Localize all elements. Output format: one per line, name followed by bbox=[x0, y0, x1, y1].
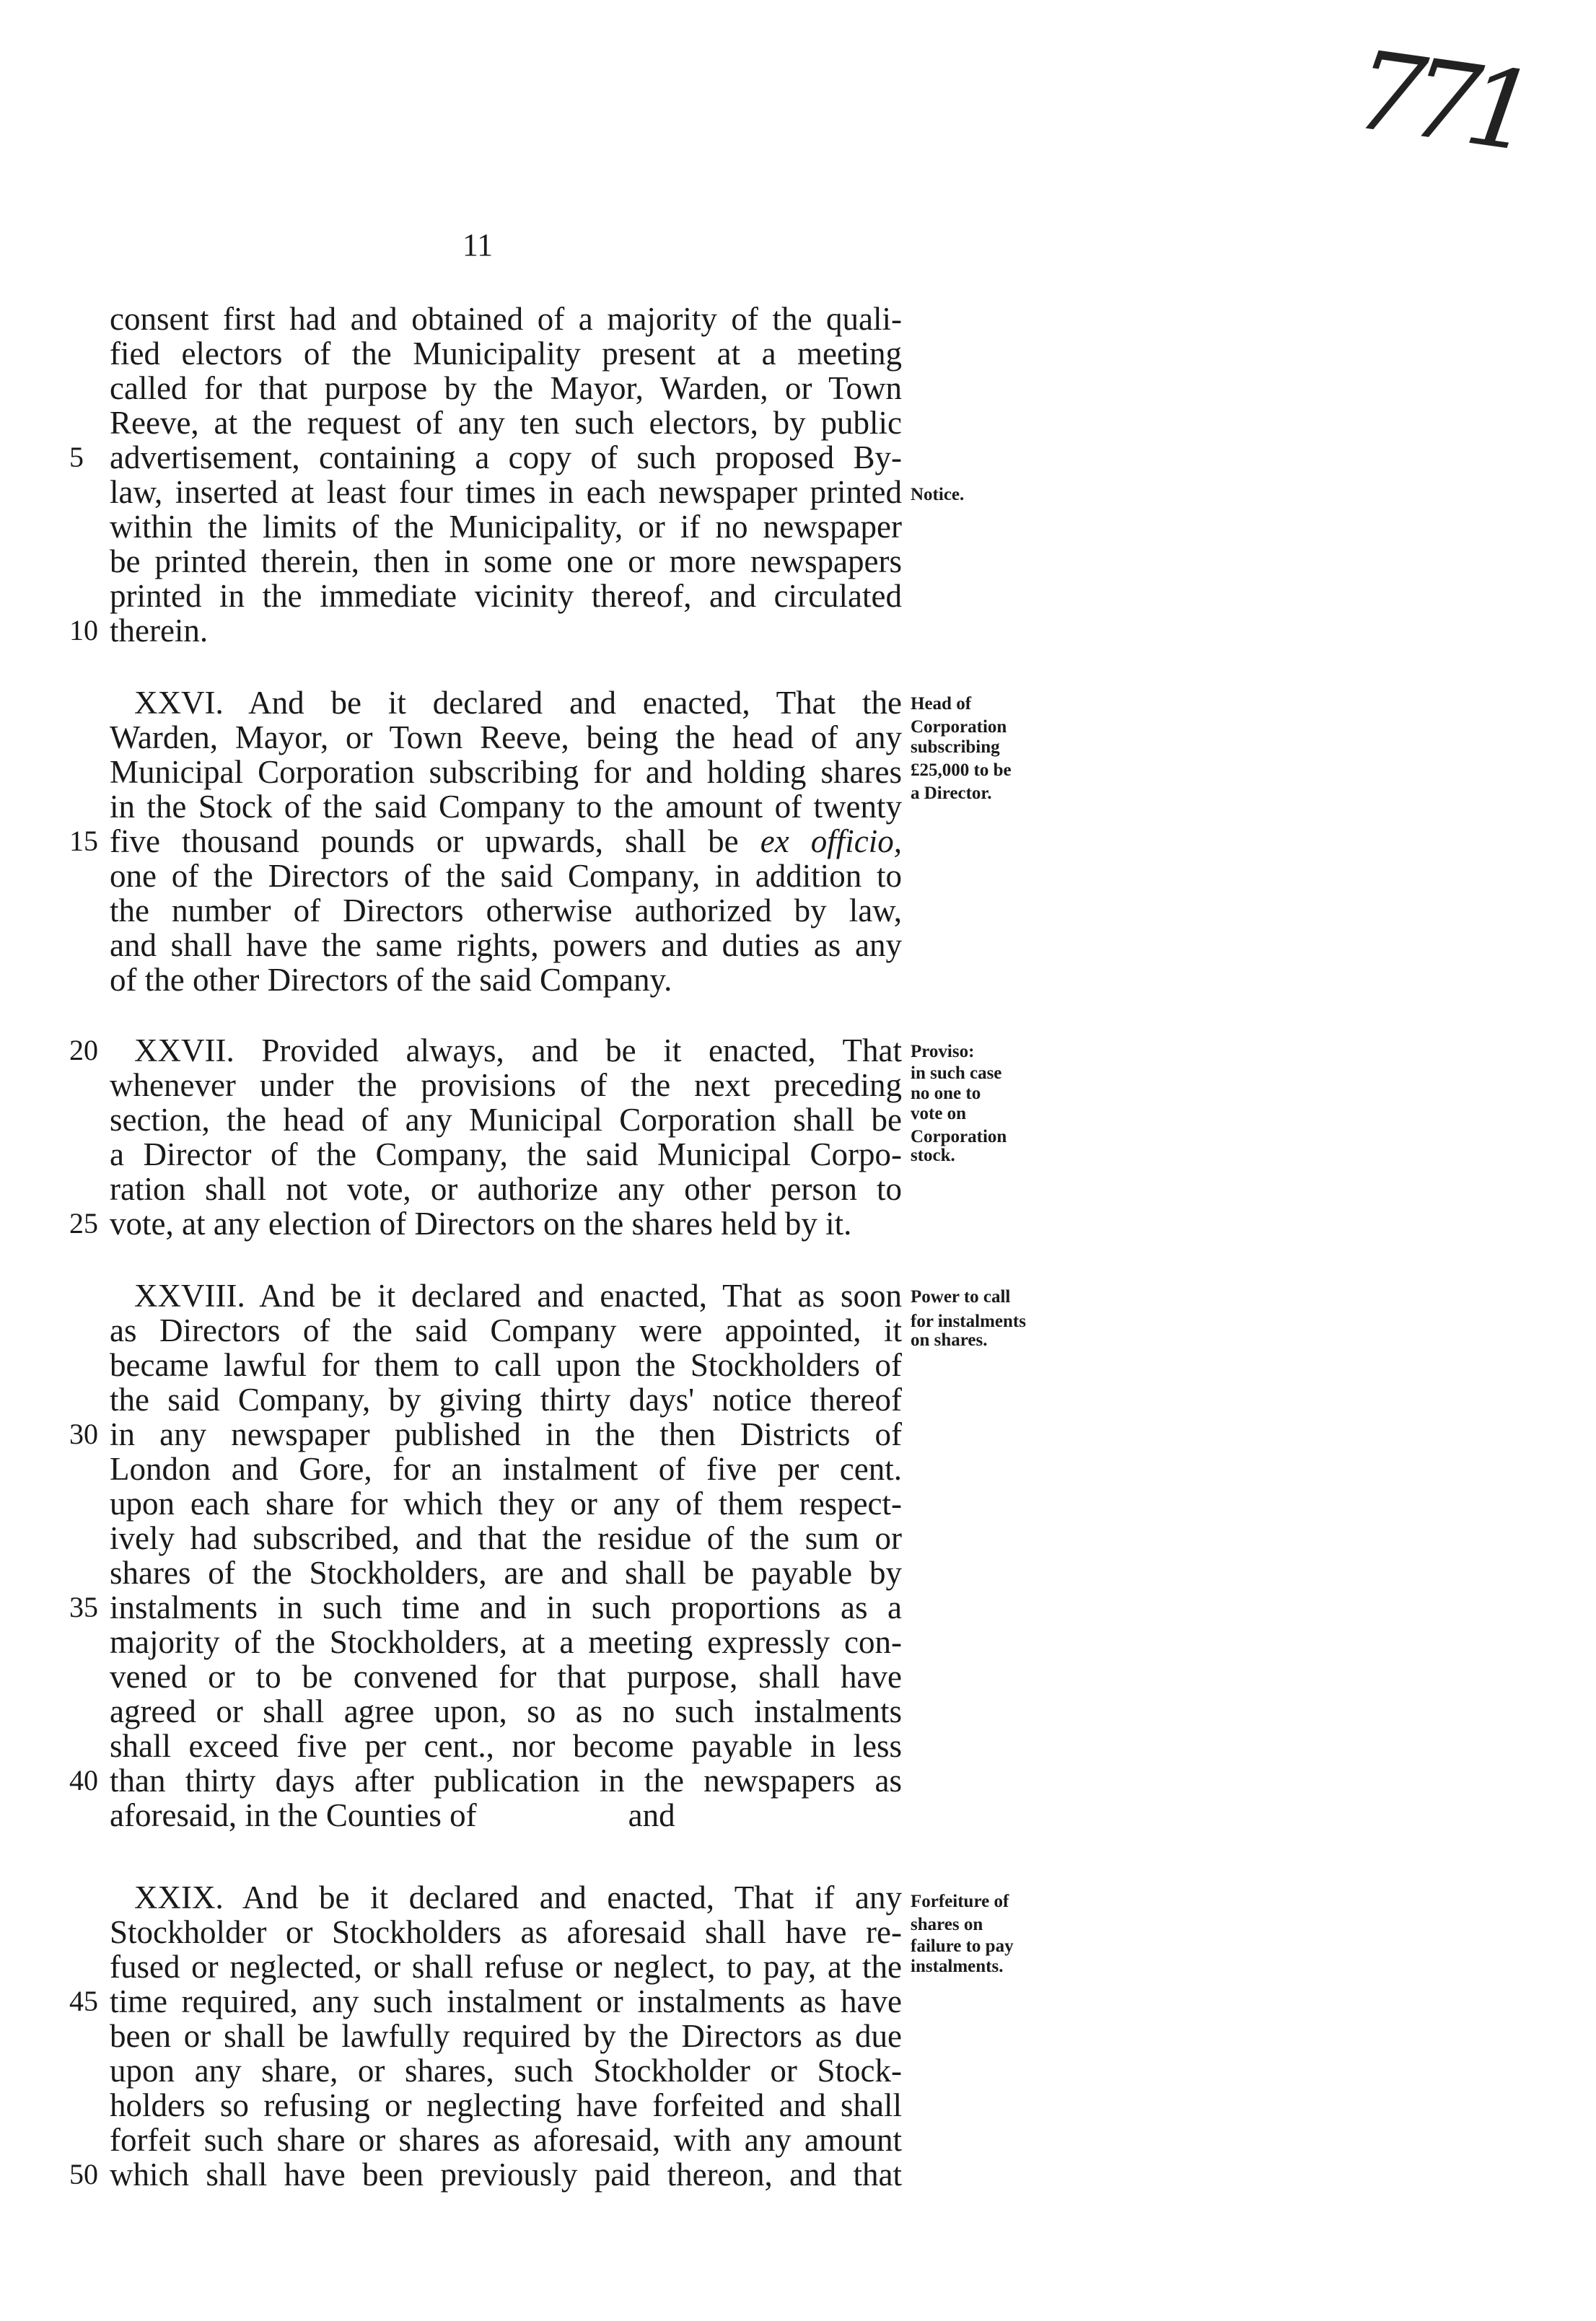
text-line: instalments in such time and in such proportions as a bbox=[110, 1589, 902, 1625]
margin-note-line: in such case bbox=[911, 1063, 1002, 1083]
text-line: upon each share for which they or any of them respect- bbox=[110, 1486, 902, 1522]
text-run: aforesaid, in the Counties of bbox=[110, 1797, 477, 1833]
line-number: 35 bbox=[69, 1591, 98, 1623]
text-line: within the limits of the Municipality, or if no newspaper bbox=[110, 509, 902, 545]
text-line: consent first had and obtained of a majority of the quali- bbox=[110, 301, 902, 337]
line-number: 40 bbox=[69, 1764, 98, 1796]
margin-note-line: shares on bbox=[911, 1915, 983, 1934]
text-line: in the Stock of the said Company to the amount of twenty bbox=[110, 789, 902, 825]
text-line: majority of the Stockholders, at a meeting expressly con- bbox=[110, 1624, 902, 1660]
handwritten-folio-number: 771 bbox=[1347, 27, 1531, 175]
text-run: five thousand pounds or upwards, shall be bbox=[110, 823, 739, 859]
text-line: London and Gore, for an instalment of five per cent. bbox=[110, 1451, 902, 1487]
text-line: called for that purpose by the Mayor, Warden, or Town bbox=[110, 370, 902, 406]
text-line: as Directors of the said Company were appointed, it bbox=[110, 1312, 902, 1348]
margin-note-line: a Director. bbox=[911, 784, 992, 803]
text-line: of the other Directors of the said Company. bbox=[110, 962, 672, 998]
margin-note-line: Head of bbox=[911, 694, 972, 714]
text-line: and shall have the same rights, powers and duties as any bbox=[110, 927, 902, 963]
section-heading-line: XXIX. And be it declared and enacted, That if any bbox=[134, 1879, 902, 1916]
text-line: ration shall not vote, or authorize any other person to bbox=[110, 1171, 902, 1207]
text-line: the number of Directors otherwise authorized by law, bbox=[110, 892, 902, 929]
margin-note-line: failure to pay bbox=[911, 1936, 1014, 1956]
text-line: fused or neglected, or shall refuse or neglect, to pay, at the bbox=[110, 1949, 902, 1985]
text-line: upon any share, or shares, such Stockholder or Stock- bbox=[110, 2053, 902, 2089]
text-line: forfeit such share or shares as aforesaid, with any amount bbox=[110, 2122, 902, 2158]
text-line: holders so refusing or neglecting have forfeited and shall bbox=[110, 2087, 902, 2123]
text-line: Reeve, at the request of any ten such electors, by public bbox=[110, 405, 902, 441]
line-number: 45 bbox=[69, 1985, 98, 2017]
text-line: one of the Directors of the said Company, in addition to bbox=[110, 858, 902, 894]
text-line: the said Company, by giving thirty days' notice thereof bbox=[110, 1382, 902, 1418]
margin-note-line: Power to call bbox=[911, 1287, 1011, 1307]
text-line: time required, any such instalment or instalments as have bbox=[110, 1983, 902, 2019]
text-line: Municipal Corporation subscribing for and holding shares bbox=[110, 754, 902, 790]
line-number: 5 bbox=[69, 441, 84, 473]
text-line: agreed or shall agree upon, so as no such instalments bbox=[110, 1693, 902, 1729]
text-line: been or shall be lawfully required by the Directors as due bbox=[110, 2018, 902, 2054]
text-line: section, the head of any Municipal Corporation shall be bbox=[110, 1102, 902, 1138]
text-line: Stockholder or Stockholders as aforesaid shall have re- bbox=[110, 1914, 902, 1950]
text-line bbox=[110, 824, 902, 859]
margin-note-line: Corporation bbox=[911, 717, 1007, 737]
line-number: 10 bbox=[69, 614, 98, 646]
margin-note-line: subscribing bbox=[911, 737, 1000, 757]
line-number: 25 bbox=[69, 1207, 98, 1240]
text-line: Warden, Mayor, or Town Reeve, being the head of any bbox=[110, 719, 902, 755]
text-line: vened or to be convened for that purpose, shall have bbox=[110, 1659, 902, 1695]
italic-phrase: ex officio, bbox=[760, 823, 902, 859]
margin-note-line: on shares. bbox=[911, 1330, 988, 1350]
line-number: 50 bbox=[69, 2158, 98, 2190]
margin-note-notice: Notice. bbox=[911, 485, 965, 504]
margin-note-line: Forfeiture of bbox=[911, 1892, 1009, 1911]
margin-note-line: £25,000 to be bbox=[911, 760, 1012, 780]
margin-note-line: instalments. bbox=[911, 1957, 1004, 1976]
section-heading-line: XXVII. Provided always, and be it enacted, That bbox=[134, 1032, 902, 1069]
line-number: 20 bbox=[69, 1034, 98, 1066]
margin-note-line: no one to bbox=[911, 1084, 981, 1103]
text-line: therein. bbox=[110, 613, 209, 649]
margin-note-line: vote on bbox=[911, 1104, 967, 1123]
text-line: became lawful for them to call upon the Stockholders of bbox=[110, 1347, 902, 1383]
text-line: shares of the Stockholders, are and shall be payable by bbox=[110, 1555, 902, 1591]
text-line: law, inserted at least four times in each newspaper printed bbox=[110, 474, 902, 510]
text-line: shall exceed five per cent., nor become payable in less bbox=[110, 1728, 902, 1764]
page-number: 11 bbox=[462, 227, 494, 263]
section-heading-line: XXVIII. And be it declared and enacted, That as soon bbox=[134, 1278, 902, 1314]
text-line: ively had subscribed, and that the residue of the sum or bbox=[110, 1520, 902, 1556]
margin-note-line: stock. bbox=[911, 1146, 955, 1165]
text-line bbox=[110, 1798, 902, 1833]
text-line: printed in the immediate vicinity thereof, and circulated bbox=[110, 578, 902, 614]
text-line: a Director of the Company, the said Municipal Corpo- bbox=[110, 1136, 902, 1172]
text-line: fied electors of the Municipality present at a meeting bbox=[110, 335, 902, 372]
text-line: which shall have been previously paid thereon, and that bbox=[110, 2157, 902, 2193]
margin-note-line: for instalments bbox=[911, 1312, 1026, 1331]
text-run: and bbox=[628, 1797, 675, 1833]
text-line: be printed therein, then in some one or more newspapers bbox=[110, 543, 902, 579]
text-line: in any newspaper published in the then Districts of bbox=[110, 1416, 902, 1452]
text-line: advertisement, containing a copy of such proposed By- bbox=[110, 439, 902, 475]
line-number: 15 bbox=[69, 825, 98, 857]
line-number: 30 bbox=[69, 1418, 98, 1450]
margin-note-line: Corporation bbox=[911, 1127, 1007, 1146]
text-line: vote, at any election of Directors on the shares held by it. bbox=[110, 1206, 852, 1242]
text-line: than thirty days after publication in the newspapers as bbox=[110, 1763, 902, 1799]
margin-note-line: Proviso: bbox=[911, 1042, 975, 1061]
text-line: whenever under the provisions of the next preceding bbox=[110, 1067, 902, 1103]
section-heading-line: XXVI. And be it declared and enacted, That the bbox=[134, 685, 902, 721]
